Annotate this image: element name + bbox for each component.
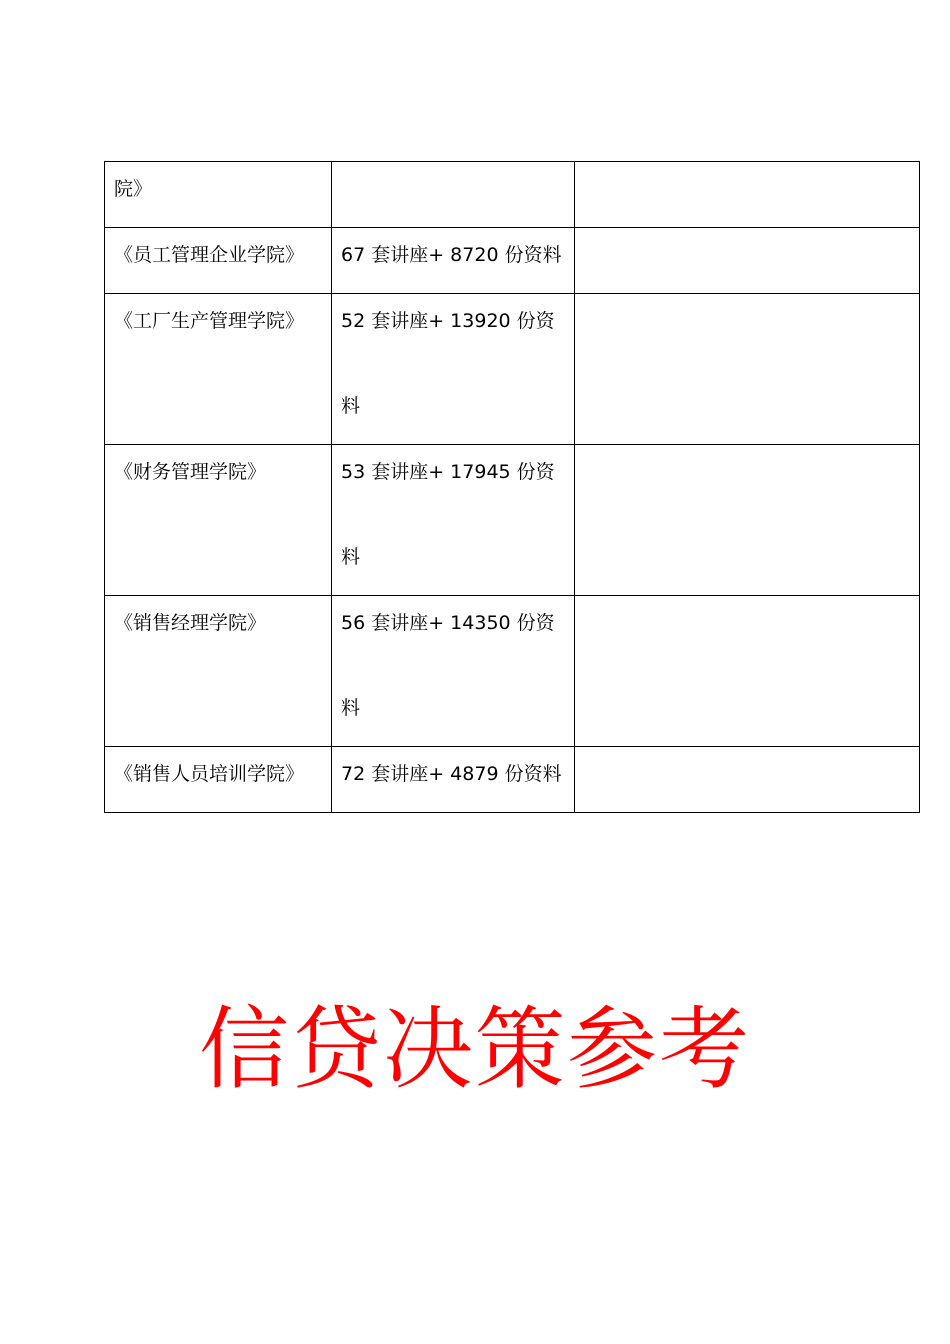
- table-row: [105, 162, 920, 228]
- note-cell: [575, 228, 920, 294]
- table-row: [105, 228, 920, 294]
- content-line-1: 56 套讲座+ 14350 份资: [341, 612, 555, 634]
- note-cell: [575, 294, 920, 445]
- note-cell: [575, 162, 920, 228]
- college-cell: 院》: [105, 162, 332, 228]
- content-line-2: 料: [341, 697, 361, 719]
- content-cell: 67 套讲座+ 8720 份资料: [332, 228, 575, 294]
- content-cell: [332, 445, 575, 596]
- college-cell: 《工厂生产管理学院》: [105, 294, 332, 445]
- content-cell: [332, 294, 575, 445]
- content-line-2: 料: [341, 395, 361, 417]
- table-row: [105, 294, 920, 445]
- content-cell: [332, 596, 575, 747]
- college-cell: 《员工管理企业学院》: [105, 228, 332, 294]
- headline-title: 信贷决策参考: [199, 997, 751, 1102]
- content-line-1: 53 套讲座+ 17945 份资: [341, 461, 555, 483]
- table-row: [105, 596, 920, 747]
- table-row: [105, 445, 920, 596]
- content-line-1: 52 套讲座+ 13920 份资: [341, 310, 555, 332]
- note-cell: [575, 596, 920, 747]
- college-cell: 《销售经理学院》: [105, 596, 332, 747]
- college-cell: 《销售人员培训学院》: [105, 747, 332, 813]
- note-cell: [575, 747, 920, 813]
- content-cell: [332, 162, 575, 228]
- resource-table: [104, 161, 920, 813]
- note-cell: [575, 445, 920, 596]
- content-line-2: 料: [341, 546, 361, 568]
- table-row: [105, 747, 920, 813]
- content-cell: 72 套讲座+ 4879 份资料: [332, 747, 575, 813]
- college-cell: 《财务管理学院》: [105, 445, 332, 596]
